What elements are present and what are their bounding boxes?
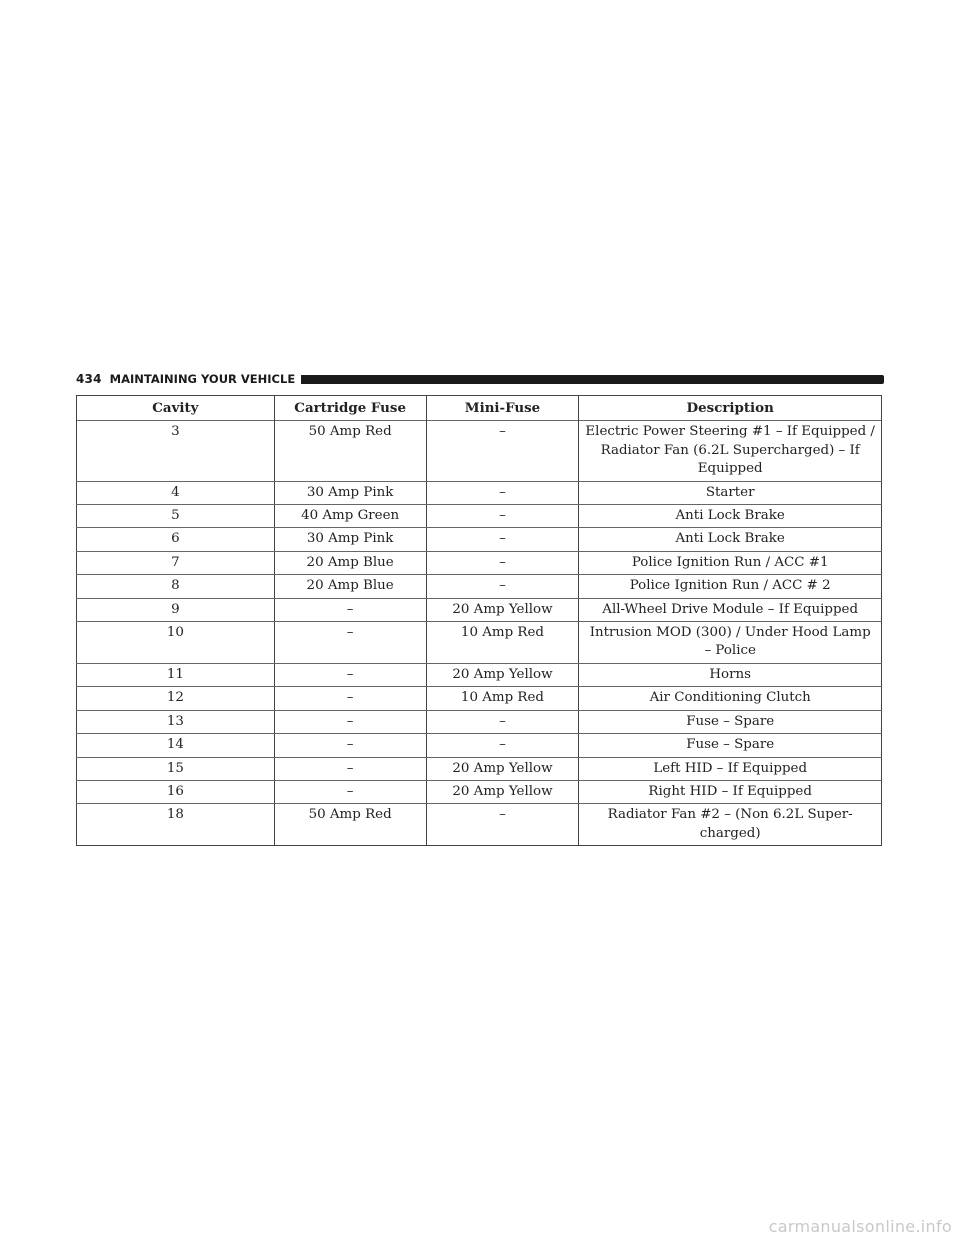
cavity-cell: 12 — [77, 687, 275, 710]
cartridge-fuse-cell: 40 Amp Green — [274, 505, 426, 528]
mini-fuse-cell: 20 Amp Yellow — [426, 757, 579, 780]
cartridge-fuse-cell: – — [274, 710, 426, 733]
description-cell: Anti Lock Brake — [579, 528, 882, 551]
cartridge-fuse-cell: – — [274, 598, 426, 621]
cartridge-fuse-cell: – — [274, 622, 426, 664]
mini-fuse-cell: – — [426, 505, 579, 528]
page-number: 434 — [76, 372, 102, 386]
table-row — [77, 663, 882, 686]
page-header — [76, 370, 884, 388]
fuse-table — [76, 395, 882, 846]
cartridge-fuse-cell: – — [274, 780, 426, 803]
table-row — [77, 780, 882, 803]
column-header-mini-fuse: Mini-Fuse — [426, 396, 579, 421]
mini-fuse-cell: – — [426, 734, 579, 757]
description-cell: Police Ignition Run / ACC # 2 — [579, 575, 882, 598]
cartridge-fuse-cell: 50 Amp Red — [274, 421, 426, 481]
cavity-cell: 15 — [77, 757, 275, 780]
cartridge-fuse-cell: – — [274, 687, 426, 710]
cavity-cell: 7 — [77, 551, 275, 574]
cavity-cell: 5 — [77, 505, 275, 528]
mini-fuse-cell: 20 Amp Yellow — [426, 780, 579, 803]
mini-fuse-cell: – — [426, 421, 579, 481]
table-row — [77, 421, 882, 481]
table-row — [77, 804, 882, 846]
description-cell: Electric Power Steering #1 – If Equipped / Radiator Fan (6.2L Supercharged) – If Equipped — [579, 421, 882, 481]
cartridge-fuse-cell: – — [274, 663, 426, 686]
description-cell: Right HID – If Equipped — [579, 780, 882, 803]
mini-fuse-cell: 10 Amp Red — [426, 622, 579, 664]
cavity-cell: 16 — [77, 780, 275, 803]
cavity-cell: 14 — [77, 734, 275, 757]
watermark-text: carmanualsonline.info — [768, 1217, 952, 1236]
header-rule — [301, 375, 884, 384]
cartridge-fuse-cell: – — [274, 757, 426, 780]
description-cell: Fuse – Spare — [579, 710, 882, 733]
table-row — [77, 505, 882, 528]
mini-fuse-cell: 10 Amp Red — [426, 687, 579, 710]
column-header-description: Description — [579, 396, 882, 421]
table-row — [77, 528, 882, 551]
table-row — [77, 575, 882, 598]
mini-fuse-cell: – — [426, 575, 579, 598]
table-row — [77, 710, 882, 733]
table-row — [77, 734, 882, 757]
table-header-row — [77, 396, 882, 421]
description-cell: Left HID – If Equipped — [579, 757, 882, 780]
table-row — [77, 598, 882, 621]
description-cell: Radiator Fan #2 – (Non 6.2L Super-charged) — [579, 804, 882, 846]
section-title: MAINTAINING YOUR VEHICLE — [109, 372, 296, 386]
description-cell: Police Ignition Run / ACC #1 — [579, 551, 882, 574]
description-cell: Starter — [579, 481, 882, 504]
cavity-cell: 8 — [77, 575, 275, 598]
description-cell: Horns — [579, 663, 882, 686]
mini-fuse-cell: – — [426, 804, 579, 846]
cartridge-fuse-cell: 20 Amp Blue — [274, 575, 426, 598]
description-cell: Air Conditioning Clutch — [579, 687, 882, 710]
cavity-cell: 4 — [77, 481, 275, 504]
mini-fuse-cell: 20 Amp Yellow — [426, 663, 579, 686]
cavity-cell: 9 — [77, 598, 275, 621]
table-row — [77, 757, 882, 780]
mini-fuse-cell: – — [426, 710, 579, 733]
cartridge-fuse-cell: 30 Amp Pink — [274, 481, 426, 504]
cartridge-fuse-cell: 30 Amp Pink — [274, 528, 426, 551]
mini-fuse-cell: 20 Amp Yellow — [426, 598, 579, 621]
column-header-cavity: Cavity — [77, 396, 275, 421]
description-cell: Anti Lock Brake — [579, 505, 882, 528]
table-row — [77, 551, 882, 574]
cavity-cell: 6 — [77, 528, 275, 551]
table-row — [77, 687, 882, 710]
mini-fuse-cell: – — [426, 528, 579, 551]
mini-fuse-cell: – — [426, 551, 579, 574]
cavity-cell: 13 — [77, 710, 275, 733]
cartridge-fuse-cell: – — [274, 734, 426, 757]
description-cell: Fuse – Spare — [579, 734, 882, 757]
cavity-cell: 11 — [77, 663, 275, 686]
cartridge-fuse-cell: 20 Amp Blue — [274, 551, 426, 574]
mini-fuse-cell: – — [426, 481, 579, 504]
description-cell: Intrusion MOD (300) / Under Hood Lamp – Police — [579, 622, 882, 664]
cartridge-fuse-cell: 50 Amp Red — [274, 804, 426, 846]
cavity-cell: 10 — [77, 622, 275, 664]
cavity-cell: 18 — [77, 804, 275, 846]
table-row — [77, 481, 882, 504]
cavity-cell: 3 — [77, 421, 275, 481]
table-row — [77, 622, 882, 664]
description-cell: All-Wheel Drive Module – If Equipped — [579, 598, 882, 621]
column-header-cartridge-fuse: Cartridge Fuse — [274, 396, 426, 421]
